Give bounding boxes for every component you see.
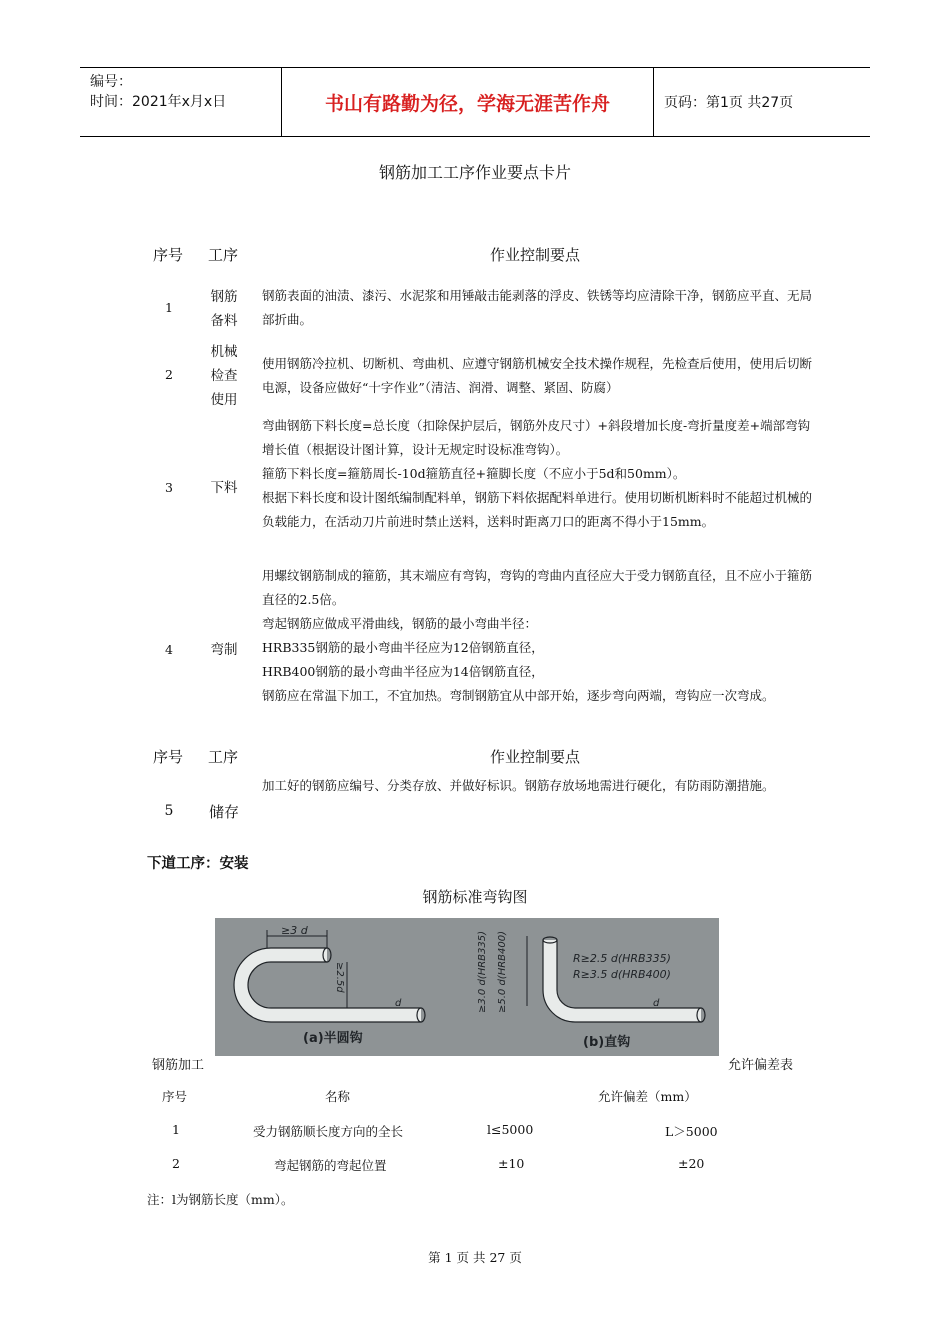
page-title: 钢筋加工工序作业要点卡片 — [378, 163, 571, 182]
tol-row-2-name: 弯起钢筋的弯起位置 — [274, 1158, 387, 1173]
dim-b-r1: R≥2.5 d(HRB335) — [573, 952, 671, 965]
row-1-content — [262, 284, 822, 332]
number-label: 编号： — [90, 74, 132, 90]
header-info-cell — [80, 68, 282, 136]
next-process: 下道工序：安装 — [147, 856, 249, 872]
row-4-line: HRB400钢筋的最小弯曲半径应为14倍钢筋直径， — [262, 664, 544, 679]
tolerance-title-left: 钢筋加工 — [152, 1058, 205, 1073]
row-4-line: 钢筋应在常温下加工，不宜加热。弯制钢筋宜从中部开始，逐步弯向两端，弯钩应一次弯成。 — [262, 688, 775, 703]
time-label: 时间：2021年x月x日 — [90, 94, 227, 110]
row-3-seq: 3 — [165, 480, 173, 495]
row-5-line: 加工好的钢筋应编号、分类存放、并做好标识。钢筋存放场地需进行硬化，有防雨防潮措施。 — [262, 778, 775, 793]
tol-row-2-seq: 2 — [172, 1156, 180, 1171]
row-5-content — [262, 774, 822, 798]
tol-head-tol: 允许偏差（mm） — [598, 1089, 697, 1104]
tol-row-1-seq: 1 — [172, 1122, 180, 1137]
row-3-content — [262, 414, 822, 534]
row-2-line: 使用钢筋冷拉机、切断机、弯曲机、应遵守钢筋机械安全技术操作规程，先检查后使用，使用后切断电源，设备应做好“十字作业”（清洁、润滑、调整、紧固、防腐） — [262, 356, 813, 395]
dim-a-side-label: ≥2.5d — [334, 962, 345, 993]
col-head-points-2: 作业控制要点 — [490, 748, 581, 766]
row-1-line: 钢筋表面的油渍、漆污、水泥浆和用锤敲击能剥落的浮皮、铁锈等均应清除干净，钢筋应平直、无局部折曲。 — [262, 288, 813, 327]
motto-text: 书山有路勤为径，学海无涯苦作舟 — [324, 92, 610, 115]
row-4-line: HRB335钢筋的最小弯曲半径应为12倍钢筋直径， — [262, 640, 544, 655]
row-3-line: 箍筋下料长度=箍筋周长-10d箍筋直径+箍脚长度（不应小于5d和50mm）。 — [262, 466, 686, 481]
tol-row-1-b: L＞5000 — [665, 1124, 718, 1139]
tol-row-2-b: ±20 — [678, 1156, 705, 1171]
caption-b: (b)直钩 — [583, 1035, 631, 1050]
caption-a: (a)半圆钩 — [303, 1031, 363, 1046]
tolerance-title-right: 允许偏差表 — [728, 1058, 794, 1073]
document-header — [80, 67, 870, 137]
row-5-process: 储存 — [208, 803, 239, 821]
tol-head-seq: 序号 — [162, 1089, 188, 1104]
motto-cell — [282, 68, 654, 136]
tolerance-note: 注：l为钢筋长度（mm）。 — [147, 1192, 294, 1207]
figure-title: 钢筋标准弯钩图 — [422, 888, 528, 906]
col-head-seq-2: 序号 — [153, 748, 184, 766]
row-2-content — [262, 352, 822, 400]
dim-a-d: d — [395, 998, 402, 1009]
row-4-process: 弯制 — [210, 642, 238, 658]
dim-b-r2: R≥3.5 d(HRB400) — [573, 968, 671, 981]
row-2-process: 机械 检查 使用 — [210, 344, 238, 408]
col-head-process: 工序 — [208, 246, 239, 264]
dim-a-top-label: ≥3 d — [281, 924, 308, 937]
hook-diagram-photo — [215, 918, 719, 1056]
tol-row-2-a: ±10 — [498, 1156, 525, 1171]
dim-b-label-1: ≥3.0 d(HRB335) — [477, 930, 488, 1013]
row-4-line: 弯起钢筋应做成平滑曲线，钢筋的最小弯曲半径： — [262, 616, 538, 631]
row-1-process: 钢筋 备料 — [210, 289, 238, 329]
row-3-line: 根据下料长度和设计图纸编制配料单，钢筋下料依据配料单进行。使用切断机断料时不能超过机械的负载能力，在活动刀片前进时禁止送料，送料时距离刀口的距离不得小于15mm。 — [262, 490, 813, 529]
col-head-seq: 序号 — [153, 246, 184, 264]
row-3-process: 下料 — [210, 480, 238, 496]
tol-row-1-name: 受力钢筋顺长度方向的全长 — [253, 1124, 404, 1139]
dim-b-d: d — [653, 998, 660, 1009]
row-4-line: 用螺纹钢筋制成的箍筋，其末端应有弯钩，弯钩的弯曲内直径应大于受力钢筋直径，且不应小于箍筋直径的2.5倍。 — [262, 568, 813, 607]
row-3-line: 弯曲钢筋下料长度=总长度（扣除保护层后，钢筋外皮尺寸）+斜段增加长度-弯折量度差+端部弯钩增长值（根据设计图计算，设计无规定时设标准弯钩）。 — [262, 418, 811, 457]
tol-row-1-a: l≤5000 — [487, 1122, 534, 1137]
col-head-points: 作业控制要点 — [490, 246, 581, 264]
row-4-seq: 4 — [165, 642, 173, 657]
page-label: 页码：第1页 共27页 — [664, 95, 794, 111]
page-info-cell — [654, 68, 870, 136]
col-head-process-2: 工序 — [208, 748, 239, 766]
tol-head-name: 名称 — [325, 1089, 351, 1104]
row-2-seq: 2 — [165, 367, 173, 382]
dim-b-label-2: ≥5.0 d(HRB400) — [497, 930, 508, 1013]
page-footer: 第 1 页 共 27 页 — [428, 1250, 522, 1265]
photo-background — [215, 918, 719, 1056]
row-5-seq: 5 — [164, 803, 174, 819]
row-4-content — [262, 564, 822, 708]
row-1-seq: 1 — [165, 300, 173, 315]
